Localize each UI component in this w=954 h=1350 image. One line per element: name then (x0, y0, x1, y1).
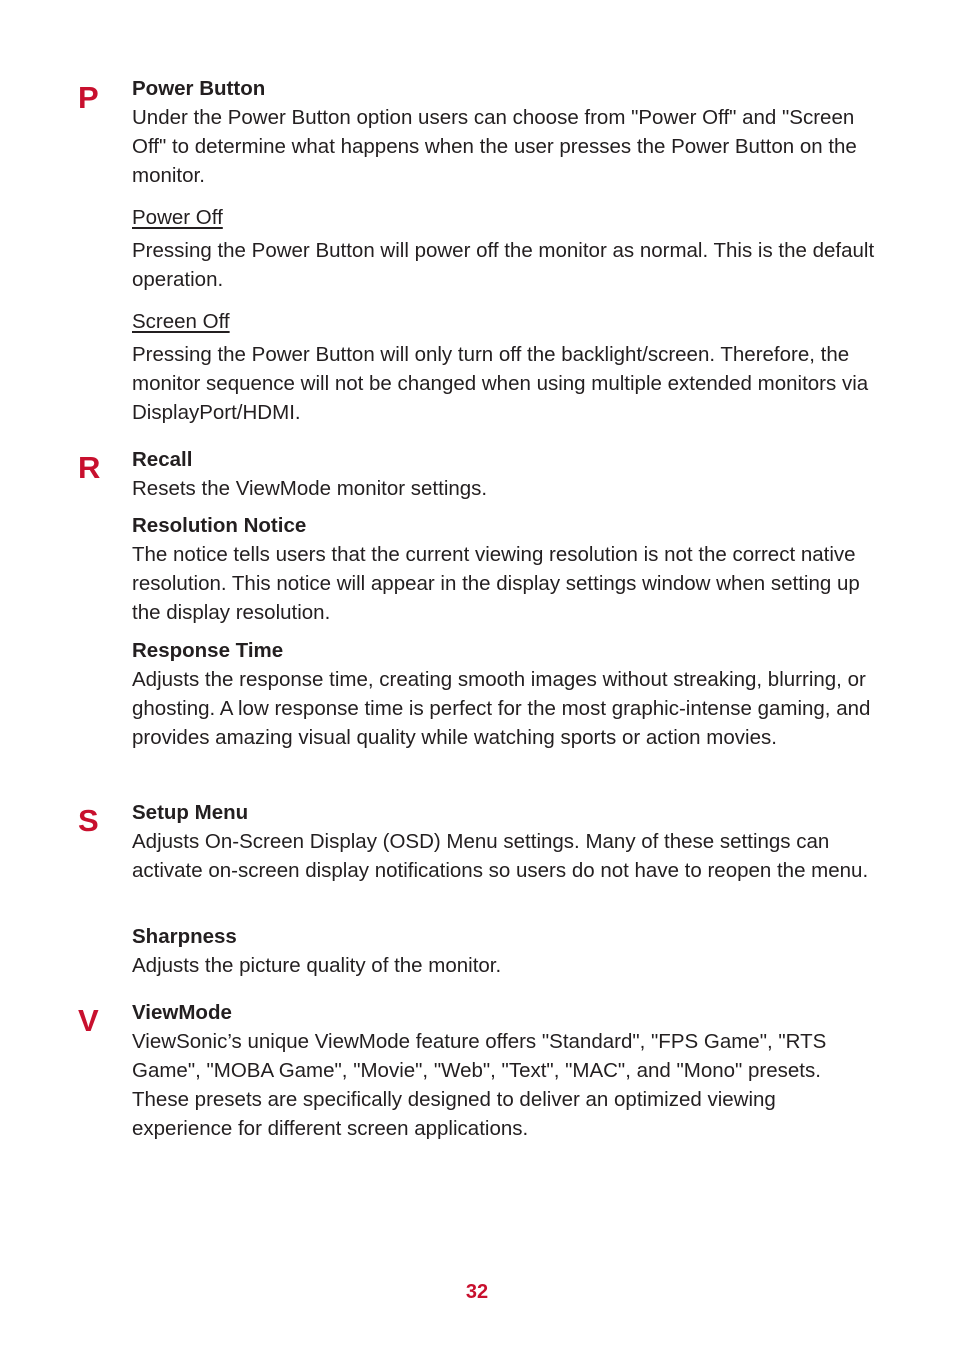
entry-setup-menu (132, 798, 877, 885)
desc-recall: Resets the ViewMode monitor settings. (132, 477, 488, 500)
entry-response-time (132, 636, 877, 752)
desc-power-button: Under the Power Button option users can choose from "Power Off" and "Screen Off" to determine what happens when the user presses the Power Button on the monitor. (132, 106, 857, 187)
page-number: 32 (465, 1281, 489, 1303)
desc-response-time: Adjusts the response time, creating smooth images without streaking, blurring, or ghosting. A low response time is perfect for the most graphic-intense gaming, and provides amazing visual quality while watching sports or action movies. (132, 668, 871, 749)
desc-resolution-notice: The notice tells users that the current viewing resolution is not the correct native resolution. This notice will appear in the display settings window when setting up the display resolution. (132, 543, 860, 624)
term-power-button: Power Button (132, 77, 266, 100)
desc-screen-off: Pressing the Power Button will only turn off the backlight/screen. Therefore, the monitor sequence will not be changed when using multiple extended monitors via DisplayPort/HDMI. (132, 343, 869, 424)
section-letter-v: V (78, 1003, 99, 1038)
desc-viewmode: ViewSonic’s unique ViewMode feature offers "Standard", "FPS Game", "RTS Game", "MOBA Game", "Movie", "Web", "Text", "MAC", and "Mono" presets. These presets are specifically designed to deliver an optimized viewing experience for different screen applications. (132, 1030, 827, 1140)
entry-viewmode (132, 998, 877, 1143)
section-letter-s: S (78, 803, 99, 838)
subterm-screen-off: Screen Off (132, 310, 230, 333)
entry-resolution-notice (132, 511, 877, 627)
term-response-time: Response Time (132, 639, 284, 662)
subterm-power-off: Power Off (132, 206, 223, 229)
section-letter-p: P (78, 80, 99, 115)
term-sharpness: Sharpness (132, 925, 237, 948)
desc-power-off: Pressing the Power Button will power off the monitor as normal. This is the default operation. (132, 239, 875, 291)
section-letter-r: R (78, 450, 101, 485)
term-resolution-notice: Resolution Notice (132, 514, 307, 537)
term-viewmode: ViewMode (132, 1001, 232, 1024)
subentry-power-off (132, 203, 877, 294)
entry-sharpness (132, 922, 877, 980)
entry-recall (132, 445, 877, 503)
subentry-screen-off (132, 307, 877, 427)
term-recall: Recall (132, 448, 193, 471)
desc-setup-menu: Adjusts On-Screen Display (OSD) Menu settings. Many of these settings can activate on-screen display notifications so users do not have to reopen the menu. (132, 830, 869, 882)
entry-power-button (132, 74, 877, 190)
desc-sharpness: Adjusts the picture quality of the monitor. (132, 954, 502, 977)
term-setup-menu: Setup Menu (132, 801, 249, 824)
